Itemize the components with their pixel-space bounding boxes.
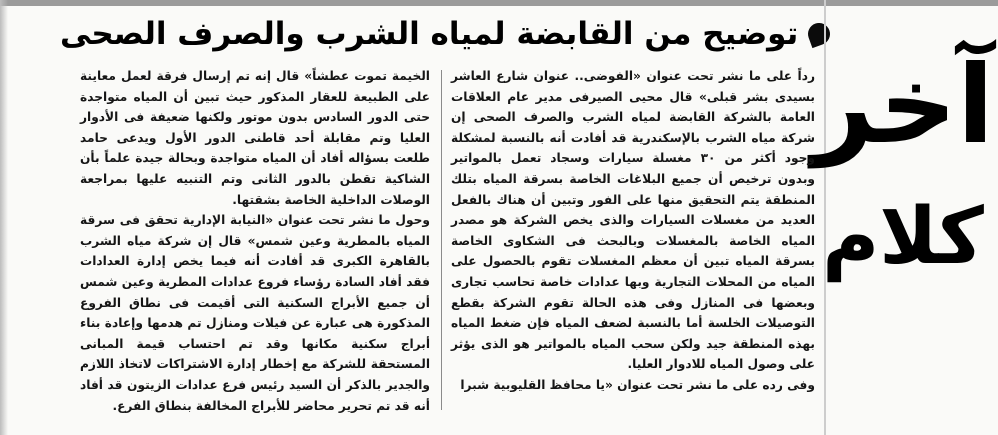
article-column-right xyxy=(451,66,815,396)
paragraph: الخيمة تموت عطشاً» قال إنه تم إرسال فرقة لعمل معاينة على الطبيعة للعقار المذكور حيث تبين أن المياه متواجدة حتى الدور السادس بدون موتور ولكنها ضعيفة فى الأدوار العليا وتم مقابلة أحد قاطنى الدور الأول ويدعى حامد طلعت بسؤاله أفاد أن المياه متواجدة وبحالة جيدة علماً بأن الشاكية تقطن بالدور الثانى وتم التنبيه عليها بمراجعة الوصلات الداخلية الخاصة بشقتها. xyxy=(80,69,430,207)
scan-edge-shadow xyxy=(0,0,8,435)
headline-text: توضيح من القابضة لمياه الشرب والصرف الصحى xyxy=(60,16,799,52)
article-column-left xyxy=(80,66,430,416)
column-title-line2: كلام xyxy=(822,192,984,282)
column-title xyxy=(811,43,995,380)
column-title-line1: آخر xyxy=(811,43,995,168)
paragraph: رداً على ما نشر تحت عنوان «الفوضى.. عنوان شارع العاشر بسيدى بشر قبلى» قال محيى الصيرفى مدير عام العلاقات العامة بالشركة القابضة لمياه الشرب والصرف الصحى إن شركة مياه الشرب بالإسكندرية قد أفادت أنه بالنسبة لمشكلة وجود أكثر من ٣٠ مغسلة سيارات وسجاد تعمل بالمواتير وبدون ترخيص أن جميع البلاغات الخاصة بسرقة المياه بتلك المنطقة يتم التحقيق منها على الفور وتبين أن هناك بالفعل العديد من مغسلات السيارات والذى يخص الشركة هو مصدر المياه الخاصة بالمغسلات وبالبحث فى الشكاوى الخاصة بسرقة المياه تبين أن معظم المغسلات تقوم بالحصول على المياه من المحلات التجارية وبها عدادات خاصة تحاسب تجارى وبعضها فى المنازل وفى هذه الحالة تقوم الشركة بقطع التوصيلات الخلسة أما بالنسبة لضعف المياه فإن ضغط المياه بهذه المنطقة جيد ولكن سحب المياه بالمواتير هو الذى يؤثر على وصول المياه للادوار العليا. xyxy=(451,69,815,372)
paragraph: وفى رده على ما نشر تحت عنوان «يا محافظ القليوبية شبرا xyxy=(460,377,815,392)
column-divider xyxy=(441,70,442,410)
article-headline xyxy=(60,6,799,62)
paragraph: وحول ما نشر تحت عنوان «النيابة الإدارية تحقق فى سرقة المياه بالمطرية وعين شمس» قال إن شركة مياه الشرب بالقاهرة الكبرى قد أفادت أنه فيما يخص إدارة العدادات فقد أفاد السادة رؤساء فروع عدادات المطرية وعين شمس أن جميع الأبراج السكنية التى أقيمت فى نطاق الفروع المذكورة هى عبارة عن فيلات ومنازل تم هدمها وإعادة بناء أبراج سكنية مكانها وقد تم احتساب قيمة المبانى المستحقة للشركة مع إخطار إدارة الاشتراكات لاتخاذ اللازم والجدير بالذكر أن السيد رئيس فرع عدادات الزيتون قد أفاد أنه قد تم تحرير محاضر للأبراج المخالفة بنطاق الفرع. xyxy=(80,213,430,413)
